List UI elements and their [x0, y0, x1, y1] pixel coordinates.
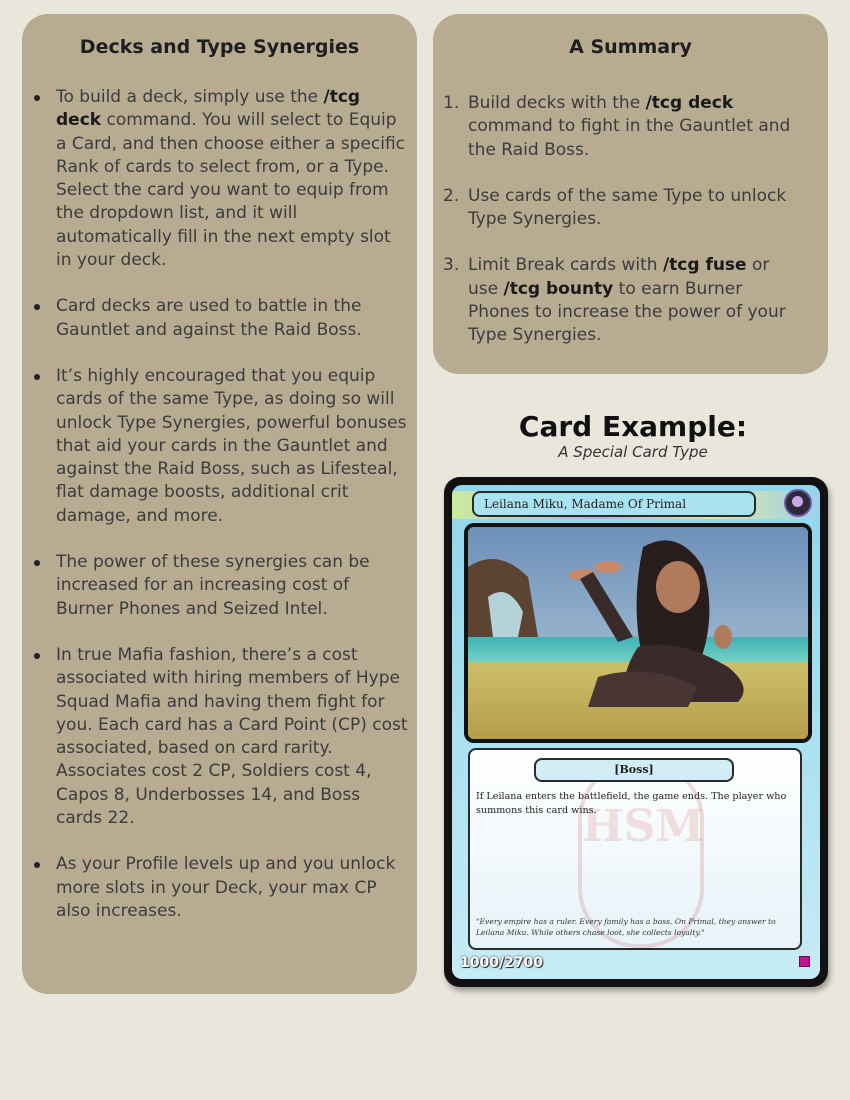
bullet-icon — [34, 304, 40, 310]
list-item: 2. Use cards of the same Type to unlock Type Synergies. — [443, 185, 787, 230]
bullet-icon — [34, 560, 40, 566]
summary-panel — [433, 14, 828, 374]
card-flavor-text: "Every empire has a ruler. Every family has a boss. On Primal, they answer to Leilana Miku. While others chase loot, she collects loyalty." — [476, 917, 776, 937]
rarity-gem-icon — [799, 956, 810, 967]
card-type-line: [Boss] — [534, 758, 734, 782]
list-item: 1. Build decks with the /tcg deck command to fight in the Gauntlet and the Raid Boss. — [443, 93, 791, 160]
command-text: /tcg deck — [56, 87, 361, 131]
item-number: 1. — [443, 93, 460, 113]
bullet-icon — [34, 653, 40, 659]
list-item: To build a deck, simply use the /tcg deck command. You will select to Equip a Card, and then choose either a specific Rank of cards to select from, or a Type. Select the card you want to equip from the dropdown list, and it will automatically fill in the next empty slot in your deck. — [22, 86, 408, 272]
command-text: /tcg fuse — [662, 255, 747, 276]
list-item: It’s highly encouraged that you equip cards of the same Type, as doing so will unlock Type Synergies, powerful bonuses that aid your cards in the Gauntlet and against the Raid Boss, such as Lifesteal, flat damage boosts, additional crit damage, and more. — [22, 365, 408, 528]
card-stats: 1000/2700 — [460, 955, 544, 971]
list-item: As your Profile levels up and you unlock more slots in your Deck, your max CP also increases. — [22, 853, 408, 923]
card-name: Leilana Miku, Madame Of Primal — [472, 491, 756, 517]
card-face — [452, 485, 820, 979]
list-item: The power of these synergies can be increased for an increasing cost of Burner Phones and Seized Intel. — [22, 551, 408, 621]
hsm-watermark-icon: HSM — [578, 760, 704, 948]
card-ability-text: If Leilana enters the battlefield, the game ends. The player who summons this card wins. — [476, 791, 787, 816]
bullet-icon — [34, 374, 40, 380]
decks-bullet-list — [22, 86, 408, 946]
item-number: 3. — [443, 255, 460, 276]
summary-list — [433, 92, 798, 371]
beach-scene-image — [468, 527, 808, 739]
card-text-box — [468, 748, 802, 950]
card-example-subtitle: A Special Card Type — [558, 443, 708, 461]
card-example-title: Card Example: — [518, 410, 748, 443]
bullet-icon — [34, 862, 40, 868]
list-item: 3. Limit Break cards with /tcg fuse or use /tcg bounty to earn Burner Phones to increase the power of your Type Synergies. — [443, 255, 786, 346]
summary-title: A Summary — [569, 36, 692, 58]
command-text: /tcg bounty — [503, 278, 614, 299]
decks-panel — [22, 14, 417, 994]
card-artwork — [464, 523, 812, 743]
decks-title: Decks and Type Synergies — [79, 36, 360, 58]
example-card — [444, 477, 828, 987]
type-emblem-icon — [784, 489, 812, 517]
list-item: In true Mafia fashion, there’s a cost associated with hiring members of Hype Squad Mafia and having them fight for you. Each card has a Card Point (CP) cost associated, based on card rarity. Associates cost 2 CP, Soldiers cost 4, Capos 8, Underbosses 14, and Boss cards 22. — [22, 644, 408, 830]
bullet-icon — [34, 95, 40, 101]
command-text: /tcg deck — [645, 93, 734, 113]
list-item: Card decks are used to battle in the Gauntlet and against the Raid Boss. — [22, 295, 408, 342]
item-number: 2. — [443, 185, 460, 206]
